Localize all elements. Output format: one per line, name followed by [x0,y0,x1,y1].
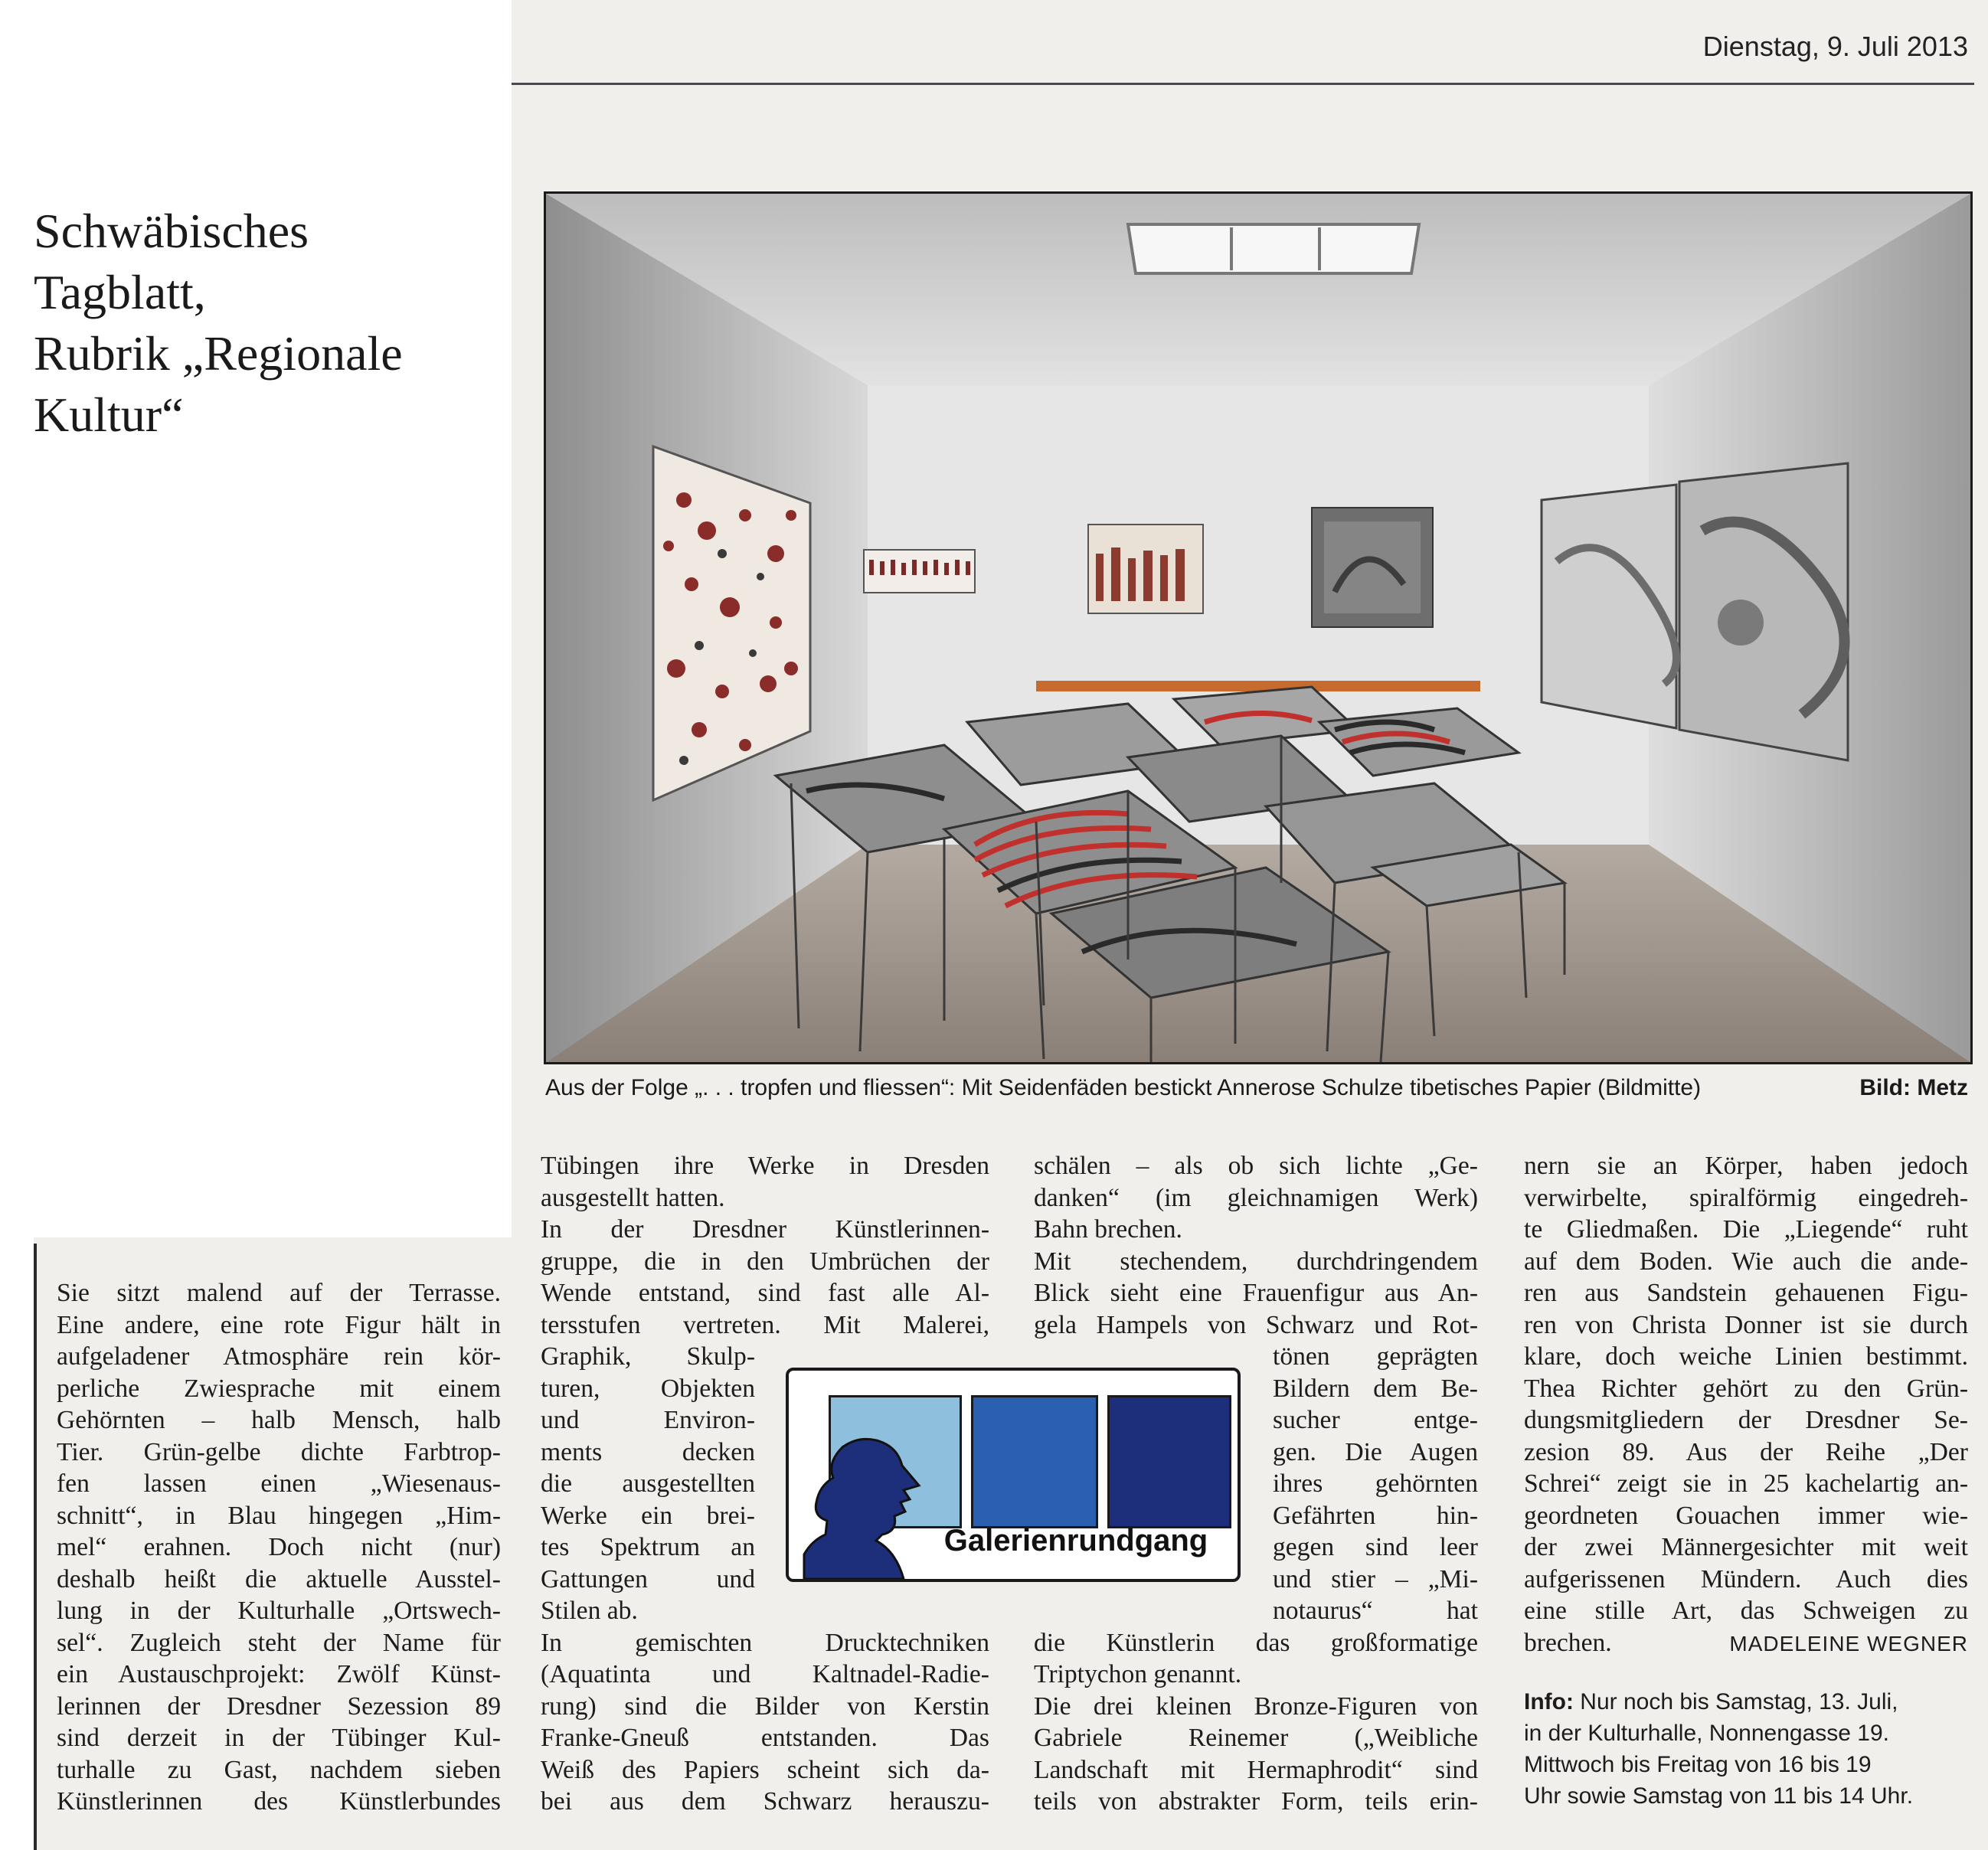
info-line: Uhr sowie Samstag von 11 bis 14 Uhr. [1524,1783,1914,1809]
text-line: Eine andere, eine rote Figur hält in [57,1310,501,1339]
text-line: sucher entge- [1273,1406,1478,1434]
info-label: Info: [1524,1689,1574,1714]
info-line: Nur noch bis Samstag, 13. Juli, [1573,1689,1898,1714]
text-line: Bildern dem Be- [1273,1374,1478,1403]
text-line: ausgestellt hatten. [541,1183,725,1212]
text-line: teils von abstrakter Form, teils erin- [1034,1787,1478,1816]
text-line: geordneten Gouachen immer wie- [1524,1501,1968,1530]
source-label-line: Tagblatt, [34,265,206,319]
text-line: turen, Objekten [541,1374,755,1403]
text-line: Werke ein brei- [541,1501,755,1530]
text-line: (Aquatinta und Kaltnadel-Radie- [541,1660,989,1688]
text-line: ren von Christa Donner ist sie durch [1524,1310,1968,1339]
text-line: dungsmitgliedern der Dresdner Se- [1524,1406,1968,1434]
text-line: Die drei kleinen Bronze-Figuren von [1034,1691,1478,1721]
text-line: und Environ- [541,1406,755,1434]
text-line: Thea Richter gehört zu den Grün- [1524,1374,1968,1403]
text-line: schnitt“, in Blau hingegen „Him- [57,1501,501,1530]
text-line: rung) sind die Bilder von Kerstin [541,1691,989,1721]
text-line: gruppe, die in den Umbrüchen der [541,1247,989,1276]
text-line: gela Hampels von Schwarz und Rot- [1034,1310,1478,1339]
info-box [1524,1686,1968,1812]
header-rule [512,83,1974,85]
text-line: turhalle zu Gast, nachdem sieben [57,1755,501,1784]
text-line: schälen – als ob sich lichte „Ge- [1034,1152,1478,1180]
author-byline: MADELEINE WEGNER [1729,1631,1968,1656]
text-line: Landschaft mit Hermaphrodit“ sind [1034,1755,1478,1784]
article-column-4 [1524,1150,1968,1812]
text-line: danken“ (im gleichnamigen Werk) [1034,1183,1478,1212]
text-line: tes Spektrum an [541,1533,755,1561]
text-line: fen lassen einen „Wiesenaus- [57,1469,501,1498]
text-line: notaurus“ hat [1273,1597,1478,1625]
logo-title: Galerienrundgang [943,1524,1208,1557]
text-line: Franke-Gneuß entstanden. Das [541,1724,989,1752]
text-line: gegen sind leer [1273,1533,1478,1561]
text-line: Tübingen ihre Werke in Dresden [541,1152,989,1180]
text-line: ren aus Sandstein gehauenen Figu- [1524,1279,1968,1307]
text-line: brechen. [1524,1628,1612,1657]
text-line: Gehörnten – halb Mensch, halb [57,1406,501,1434]
source-label [34,201,478,446]
text-line: sind derzeit in der Tübinger Kul- [57,1724,501,1752]
text-line: lung in der Kulturhalle „Ortswech- [57,1597,501,1625]
byline-row [1524,1627,1968,1659]
text-line: aufgeladener Atmosphäre rein kör- [57,1342,501,1371]
text-line: perliche Zwiesprache mit einem [57,1374,501,1403]
text-line: auf dem Boden. Wie auch die ande- [1524,1247,1968,1276]
info-line: in der Kulturhalle, Nonnengasse 19. [1524,1721,1889,1746]
text-line: In gemischten Drucktechniken [541,1628,989,1657]
text-line: sel“. Zugleich steht der Name für [57,1628,501,1657]
text-line: Weiß des Papiers scheint sich da- [541,1755,989,1784]
article-column-1 [57,1277,501,1818]
text-line: nern sie an Körper, haben jedoch [1524,1152,1968,1180]
text-line: Bahn brechen. [1034,1215,1182,1244]
text-line: Wende entstand, sind fast alle Al- [541,1279,989,1307]
text-line: Künstlerinnen des Künstlerbundes [57,1787,501,1816]
text-line: In der Dresdner Künstlerinnen- [541,1215,989,1244]
source-label-line: Schwäbisches [34,204,309,258]
text-line: zesion 89. Aus der Reihe „Der [1524,1437,1968,1466]
text-line: die Künstlerin das großformatige [1034,1628,1478,1657]
text-line: bei aus dem Schwarz herauszu- [541,1787,989,1816]
text-line: Tier. Grün-gelbe dichte Farbtrop- [57,1437,501,1466]
text-line: Mit stechendem, durchdringendem [1034,1247,1478,1276]
text-line: klare, doch weiche Linien bestimmt. [1524,1342,1968,1371]
source-label-line: Rubrik „Regionale [34,326,403,381]
text-line: ihres gehörnten [1273,1469,1478,1498]
info-line: Mittwoch bis Freitag von 16 bis 19 [1524,1752,1872,1777]
text-line: Gattungen und [541,1564,755,1593]
text-line: verwirbelte, spiralförmig eingedreh- [1524,1183,1968,1212]
text-line: und stier – „Mi- [1273,1564,1478,1593]
text-line: Graphik, Skulp- [541,1342,755,1371]
clipping-edge [34,1244,37,1850]
text-line: Schrei“ zeigt sie in 25 kachelartig an- [1524,1469,1968,1498]
text-line: Sie sitzt malend auf der Terrasse. [57,1279,501,1307]
photo-credit: Bild: Metz [1859,1075,1968,1100]
text-line: Gefährten hin- [1273,1501,1478,1530]
text-line: Stilen ab. [541,1597,638,1625]
text-line: deshalb heißt die aktuelle Ausstel- [57,1564,501,1593]
source-label-line: Kultur“ [34,387,184,442]
text-line: aufgerissenen Mündern. Auch dies [1524,1564,1968,1593]
text-line: der zwei Männergesichter mit weit [1524,1533,1968,1561]
text-line: tönen geprägten [1273,1342,1478,1371]
issue-date: Dienstag, 9. Juli 2013 [1702,31,1968,62]
text-line: te Gliedmaßen. Die „Liegende“ ruht [1524,1215,1968,1244]
text-line: tersstufen vertreten. Mit Malerei, [541,1310,989,1339]
text-line: Triptychon genannt. [1034,1660,1242,1688]
text-line: Gabriele Reinemer („Weibliche [1034,1724,1478,1752]
text-line: gen. Die Augen [1273,1437,1478,1466]
text-line: mel“ erahnen. Doch nicht (nur) [57,1533,501,1561]
text-line: Blick sieht eine Frauenfigur aus An- [1034,1279,1478,1307]
text-line: die ausgestellten [541,1469,755,1498]
photo-caption: Aus der Folge „. . . tropfen und fliessen“: Mit Seidenfäden bestickt Annerose Schulze tibetisches Papier (Bildmitte) [545,1075,1702,1100]
text-line: ein Austauschprojekt: Zwölf Künst- [57,1660,501,1688]
text-line: ments decken [541,1437,755,1466]
galerienrundgang-logo [786,1368,1241,1582]
text-line: lerinnen der Dresdner Sezession 89 [57,1691,501,1721]
exhibition-photo [544,191,1973,1064]
text-line: eine stille Art, das Schweigen zu [1524,1597,1968,1625]
